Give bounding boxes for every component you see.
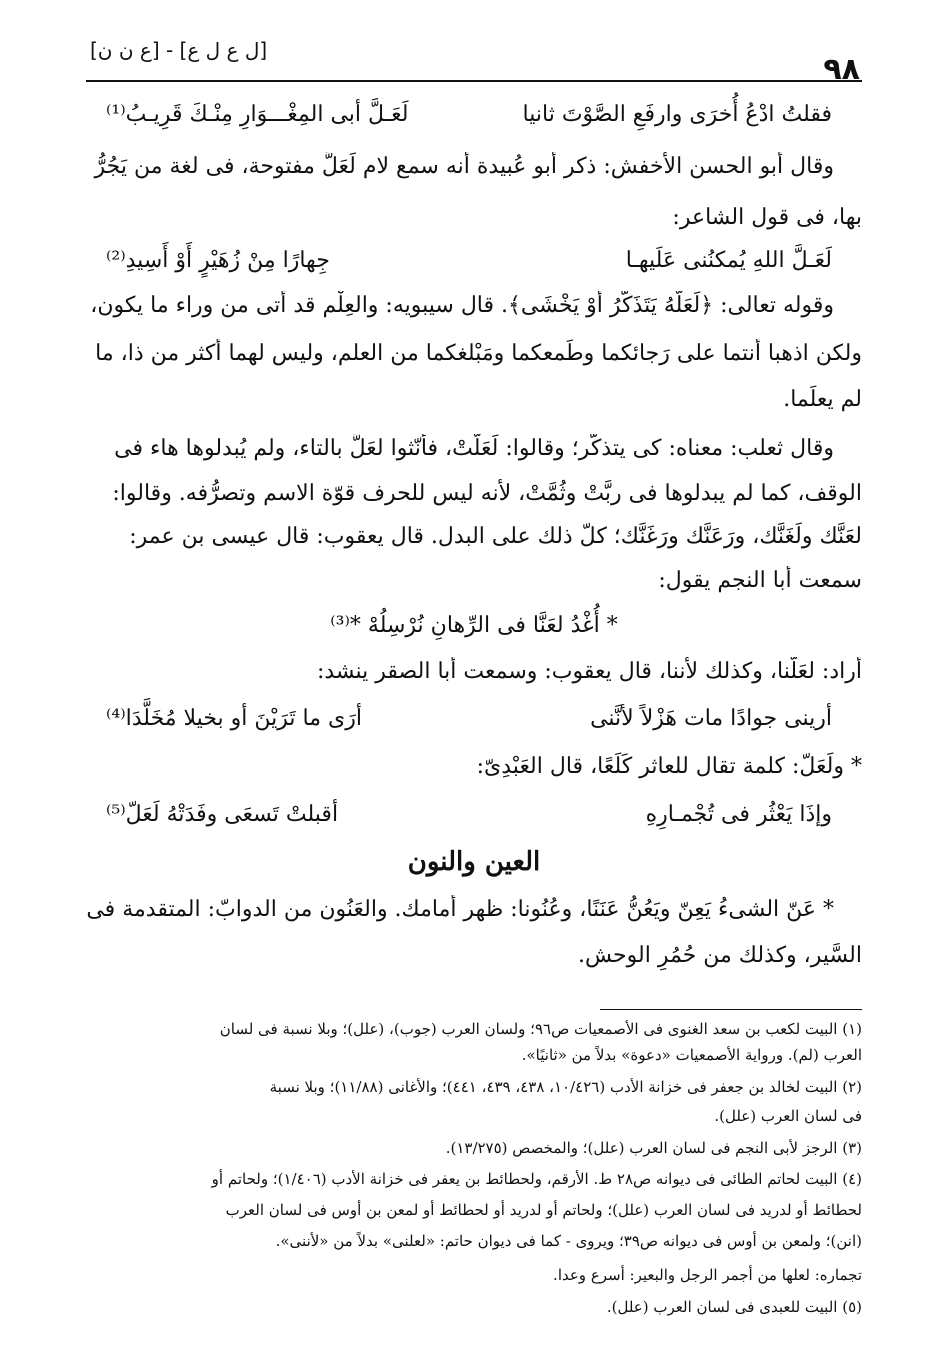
paragraph-line: * عَنّ الشىءُ يَعِنّ ويَعُنُّ عَنَنًا، وعُنُونا: ظهر أمامك. والعَنُون من الدوابّ: المتقدمة فى	[86, 897, 834, 922]
paragraph-line: وقال أبو الحسن الأخفش: ذكر أبو عُبيدة أنه سمع لام لَعَلَّ مفتوحة، فى لغة من يَجُرُّ	[94, 154, 834, 179]
verse-hemistich-first: وإذَا يَعْثُر فى تُجْمـارِهِ	[645, 802, 832, 827]
footnote-line: (١) البيت لكعب بن سعد الغنوى فى الأصمعيات ص٩٦؛ ولسان العرب (جوب)، (علل)؛ وبلا نسبة فى لسان	[219, 1020, 862, 1038]
paragraph-line: وقال ثعلب: معناه: كى يتذكّر؛ وقالوا: لَعَلَّتْ، فأنّثوا لعَلَّ بالتاء، ولم يُبدلوها هاء فى	[114, 436, 834, 461]
running-head-roots: [ل ع ل ع] - [ع ن ن]	[90, 38, 268, 62]
paragraph-line: بها، فى قول الشاعر:	[672, 205, 862, 230]
paragraph-line: السَّير، وكذلك من حُمُرِ الوحش.	[578, 943, 862, 968]
verse-hemistich-second: أقبلتْ تَسعَى وفَدَتْهُ لَعَلّ⁽⁵⁾	[106, 802, 339, 827]
page-number: ٩٨	[823, 52, 860, 87]
footnote-line: (٣) الرجز لأبى النجم فى لسان العرب (علل)؛ والمخصص (١٣/٢٧٥).	[445, 1139, 862, 1157]
footnote-line: (انن)؛ ولمعن بن أوس فى ديوانه ص٣٩؛ ويروى - كما فى ديوان حاتم: «لعلنى» بدلاً من «لأننى».	[275, 1232, 862, 1250]
verse-hemistich-first: فقلتُ ادْعُ أُخرَى وارفَعِ الصَّوْتَ ثانيا	[522, 102, 832, 127]
footnote-line: (٢) البيت لخالد بن جعفر فى خزانة الأدب (١٠/٤٢٦، ٤٣٨، ٤٣٩، ٤٤١)؛ والأغانى (١١/٨٨)؛ وبلا نسبة	[269, 1078, 862, 1096]
verse-hemistich-first: لَعَـلَّ اللهِ يُمكنُنى عَلَيهـا	[625, 248, 832, 273]
paragraph-line: الوقف، كما لم يبدلوها فى ربَّتْ وثُمَّتْ، لأنه ليس للحرف قوّة الاسم وتصرُّفه. وقالوا:	[112, 481, 862, 506]
footnote-line: فى لسان العرب (علل).	[714, 1107, 862, 1125]
paragraph-line: أراد: لعَلَّنا، وكذلك لأننا، قال يعقوب: وسمعت أبا الصقر ينشد:	[316, 659, 862, 684]
footnote-line: العرب (لم). ورواية الأصمعيات «دعوة» بدلاً من «ثانيًا».	[521, 1046, 862, 1064]
footnote-line: (٤) البيت لحاتم الطائى فى ديوانه ص٢٨ ط. الأرقم، ولحطائط بن يعفر فى خزانة الأدب (١/٤٠٦)؛ ولحاتم أو	[211, 1170, 862, 1188]
rajaz-line: * أُغْدُ لعَنَّا فى الرِّهانِ نُرْسِلُهْ *⁽³⁾	[330, 613, 618, 638]
paragraph-line: لم يعلَما.	[783, 387, 862, 412]
paragraph-line: وقوله تعالى: ﴿لَعَلَّهُ يَتَذَكَّرُ أَوْ يَخْشَى﴾. قال سيبويه: والعِلْم قد أتى من وراء ما يكون،	[90, 293, 834, 318]
verse-hemistich-first: أرينى جوادًا مات هَزْلاً لأنَّنى	[590, 706, 832, 731]
header-rule	[86, 80, 862, 82]
verse-hemistich-second: جِهارًا مِنْ زُهَيْرٍ أَوْ أَسِيدِ⁽²⁾	[106, 248, 330, 273]
footnote-line: لحطائط أو لدريد فى لسان العرب (علل)؛ ولحاتم أو لدريد أو لحطائط أو لمعن بن أوس فى لسان العرب	[225, 1201, 862, 1219]
paragraph-line: ولكن اذهبا أنتما على رَجائكما وطَمعكما ومَبْلغكما من العلم، وليس لهما أكثر من ذا، ما	[95, 341, 862, 366]
paragraph-line: * ولَعَلّ: كلمة تقال للعاثر كَلَعًا، قال العَبْدِىّ:	[476, 754, 862, 779]
footnote-rule	[600, 1009, 862, 1010]
paragraph-line: لعَنَّك ولَغَنَّك، ورَعَنَّك ورَغَنَّك؛ كلّ ذلك على البدل. قال يعقوب: قال عيسى بن عمر:	[129, 524, 862, 549]
verse-hemistich-second: لَعَـلَّ أبى المِغْـــوَارِ مِنْـكَ قَرِيـبُ⁽¹⁾	[106, 102, 409, 127]
section-heading: العين والنون	[407, 847, 541, 877]
verse-hemistich-second: أرَى ما تَرَيْنَ أو بخيلا مُخَلَّدَا⁽⁴⁾	[106, 706, 362, 731]
footnote-line: (٥) البيت للعبدى فى لسان العرب (علل).	[606, 1298, 862, 1316]
footnote-line: تجماره: لعلها من أجمر الرجل والبعير: أسرع وعدا.	[553, 1266, 862, 1284]
paragraph-line: سمعت أبا النجم يقول:	[658, 568, 862, 593]
